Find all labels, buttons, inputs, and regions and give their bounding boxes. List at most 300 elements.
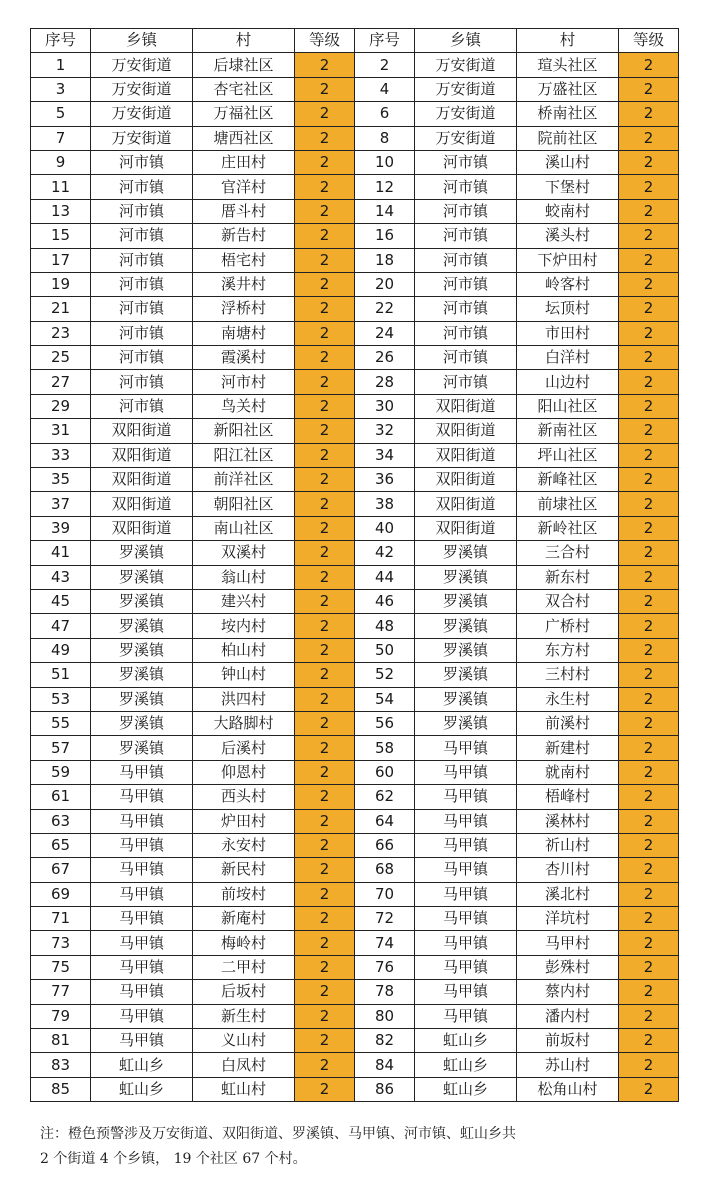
row-index-cell: 73 — [31, 931, 91, 955]
table-row — [31, 663, 679, 687]
row-village-cell: 西头村 — [193, 785, 295, 809]
row-town-cell: 马甲镇 — [415, 907, 517, 931]
row-index-cell: 33 — [31, 443, 91, 467]
table-row — [31, 443, 679, 467]
row-town-cell: 河市镇 — [415, 272, 517, 296]
row-level-cell: 2 — [619, 809, 679, 833]
row-level-cell: 2 — [619, 614, 679, 638]
row-village-cell: 溪山村 — [517, 150, 619, 174]
row-town-cell: 罗溪镇 — [91, 711, 193, 735]
row-index-cell: 45 — [31, 589, 91, 613]
row-level-cell: 2 — [295, 663, 355, 687]
row-index-cell: 78 — [355, 980, 415, 1004]
row-village-cell: 柏山村 — [193, 638, 295, 662]
header-level: 等级 — [619, 29, 679, 53]
row-index-cell: 71 — [31, 907, 91, 931]
row-index-cell: 22 — [355, 297, 415, 321]
row-index-cell: 53 — [31, 687, 91, 711]
row-level-cell: 2 — [619, 1053, 679, 1077]
row-index-cell: 23 — [31, 321, 91, 345]
row-level-cell: 2 — [619, 297, 679, 321]
row-town-cell: 河市镇 — [91, 175, 193, 199]
table-row — [31, 760, 679, 784]
row-level-cell: 2 — [295, 150, 355, 174]
table-row — [31, 711, 679, 735]
table-row — [31, 272, 679, 296]
row-index-cell: 24 — [355, 321, 415, 345]
row-index-cell: 2 — [355, 53, 415, 77]
row-level-cell: 2 — [295, 687, 355, 711]
row-town-cell: 马甲镇 — [415, 785, 517, 809]
row-level-cell: 2 — [295, 858, 355, 882]
row-village-cell: 后埭社区 — [193, 53, 295, 77]
table-body — [31, 53, 679, 1102]
table-row — [31, 565, 679, 589]
row-village-cell: 新建村 — [517, 736, 619, 760]
row-index-cell: 30 — [355, 394, 415, 418]
row-index-cell: 82 — [355, 1029, 415, 1053]
row-town-cell: 马甲镇 — [91, 785, 193, 809]
row-village-cell: 前坂村 — [517, 1029, 619, 1053]
row-town-cell: 罗溪镇 — [415, 565, 517, 589]
row-index-cell: 61 — [31, 785, 91, 809]
row-index-cell: 60 — [355, 760, 415, 784]
row-level-cell: 2 — [619, 224, 679, 248]
row-village-cell: 炉田村 — [193, 809, 295, 833]
row-town-cell: 河市镇 — [415, 370, 517, 394]
row-level-cell: 2 — [619, 443, 679, 467]
row-town-cell: 双阳街道 — [415, 516, 517, 540]
row-level-cell: 2 — [295, 565, 355, 589]
row-village-cell: 苏山村 — [517, 1053, 619, 1077]
row-town-cell: 罗溪镇 — [91, 614, 193, 638]
row-town-cell: 罗溪镇 — [415, 687, 517, 711]
row-level-cell: 2 — [295, 1004, 355, 1028]
row-level-cell: 2 — [619, 321, 679, 345]
row-village-cell: 新阳社区 — [193, 419, 295, 443]
row-town-cell: 罗溪镇 — [91, 638, 193, 662]
row-level-cell: 2 — [619, 77, 679, 101]
row-index-cell: 47 — [31, 614, 91, 638]
table-row — [31, 809, 679, 833]
row-village-cell: 义山村 — [193, 1029, 295, 1053]
row-level-cell: 2 — [619, 931, 679, 955]
table-row — [31, 785, 679, 809]
row-index-cell: 72 — [355, 907, 415, 931]
table-row — [31, 199, 679, 223]
row-town-cell: 河市镇 — [91, 297, 193, 321]
row-town-cell: 双阳街道 — [415, 443, 517, 467]
row-level-cell: 2 — [295, 931, 355, 955]
row-index-cell: 4 — [355, 77, 415, 101]
row-town-cell: 罗溪镇 — [91, 663, 193, 687]
row-index-cell: 37 — [31, 492, 91, 516]
row-village-cell: 溪林村 — [517, 809, 619, 833]
row-level-cell: 2 — [295, 419, 355, 443]
row-level-cell: 2 — [295, 1077, 355, 1101]
row-town-cell: 马甲镇 — [91, 955, 193, 979]
row-village-cell: 溪井村 — [193, 272, 295, 296]
row-village-cell: 溪头村 — [517, 224, 619, 248]
row-town-cell: 虹山乡 — [415, 1077, 517, 1101]
row-index-cell: 66 — [355, 833, 415, 857]
row-town-cell: 虹山乡 — [415, 1029, 517, 1053]
row-village-cell: 彭殊村 — [517, 955, 619, 979]
row-village-cell: 后溪村 — [193, 736, 295, 760]
row-level-cell: 2 — [619, 370, 679, 394]
row-village-cell: 就南村 — [517, 760, 619, 784]
table-row — [31, 175, 679, 199]
row-town-cell: 罗溪镇 — [415, 541, 517, 565]
row-level-cell: 2 — [619, 150, 679, 174]
row-town-cell: 双阳街道 — [415, 468, 517, 492]
row-town-cell: 万安街道 — [415, 102, 517, 126]
row-index-cell: 10 — [355, 150, 415, 174]
row-town-cell: 马甲镇 — [415, 833, 517, 857]
row-index-cell: 54 — [355, 687, 415, 711]
row-level-cell: 2 — [295, 589, 355, 613]
row-level-cell: 2 — [619, 1004, 679, 1028]
row-level-cell: 2 — [619, 468, 679, 492]
row-level-cell: 2 — [619, 736, 679, 760]
row-index-cell: 32 — [355, 419, 415, 443]
row-village-cell: 下炉田村 — [517, 248, 619, 272]
row-town-cell: 罗溪镇 — [415, 663, 517, 687]
row-village-cell: 新峰社区 — [517, 468, 619, 492]
row-index-cell: 77 — [31, 980, 91, 1004]
row-index-cell: 13 — [31, 199, 91, 223]
row-index-cell: 17 — [31, 248, 91, 272]
table-row — [31, 394, 679, 418]
row-level-cell: 2 — [295, 199, 355, 223]
row-village-cell: 厝斗村 — [193, 199, 295, 223]
row-index-cell: 63 — [31, 809, 91, 833]
row-index-cell: 7 — [31, 126, 91, 150]
row-town-cell: 马甲镇 — [91, 858, 193, 882]
row-village-cell: 马甲村 — [517, 931, 619, 955]
table-row — [31, 907, 679, 931]
row-index-cell: 67 — [31, 858, 91, 882]
row-village-cell: 双溪村 — [193, 541, 295, 565]
row-level-cell: 2 — [619, 1029, 679, 1053]
header-level: 等级 — [295, 29, 355, 53]
table-row — [31, 687, 679, 711]
row-village-cell: 蛟南村 — [517, 199, 619, 223]
row-level-cell: 2 — [295, 541, 355, 565]
row-village-cell: 前洋社区 — [193, 468, 295, 492]
table-row — [31, 126, 679, 150]
row-level-cell: 2 — [619, 102, 679, 126]
row-village-cell: 永生村 — [517, 687, 619, 711]
table-row — [31, 931, 679, 955]
row-village-cell: 永安村 — [193, 833, 295, 857]
table-row — [31, 297, 679, 321]
row-level-cell: 2 — [619, 638, 679, 662]
row-village-cell: 瑄头社区 — [517, 53, 619, 77]
row-village-cell: 万福社区 — [193, 102, 295, 126]
row-index-cell: 16 — [355, 224, 415, 248]
row-village-cell: 坛顶村 — [517, 297, 619, 321]
row-town-cell: 罗溪镇 — [91, 565, 193, 589]
table-row — [31, 248, 679, 272]
row-village-cell: 梅岭村 — [193, 931, 295, 955]
row-index-cell: 26 — [355, 346, 415, 370]
row-town-cell: 罗溪镇 — [91, 541, 193, 565]
row-town-cell: 罗溪镇 — [91, 736, 193, 760]
row-level-cell: 2 — [619, 980, 679, 1004]
row-level-cell: 2 — [295, 272, 355, 296]
row-village-cell: 山边村 — [517, 370, 619, 394]
row-index-cell: 5 — [31, 102, 91, 126]
row-index-cell: 43 — [31, 565, 91, 589]
row-village-cell: 前溪村 — [517, 711, 619, 735]
table-row — [31, 53, 679, 77]
row-village-cell: 钟山村 — [193, 663, 295, 687]
row-level-cell: 2 — [619, 248, 679, 272]
row-index-cell: 76 — [355, 955, 415, 979]
row-index-cell: 12 — [355, 175, 415, 199]
row-village-cell: 官洋村 — [193, 175, 295, 199]
row-index-cell: 57 — [31, 736, 91, 760]
row-level-cell: 2 — [295, 1053, 355, 1077]
row-level-cell: 2 — [619, 53, 679, 77]
header-town: 乡镇 — [415, 29, 517, 53]
row-index-cell: 83 — [31, 1053, 91, 1077]
row-index-cell: 62 — [355, 785, 415, 809]
row-index-cell: 36 — [355, 468, 415, 492]
row-index-cell: 20 — [355, 272, 415, 296]
row-town-cell: 双阳街道 — [91, 468, 193, 492]
row-town-cell: 河市镇 — [91, 370, 193, 394]
row-village-cell: 岭客村 — [517, 272, 619, 296]
row-index-cell: 25 — [31, 346, 91, 370]
row-village-cell: 杏宅社区 — [193, 77, 295, 101]
footnote-line: 2 个街道 4 个乡镇， 19 个社区 67 个村。 — [40, 1151, 307, 1167]
row-village-cell: 白洋村 — [517, 346, 619, 370]
table-row — [31, 736, 679, 760]
row-level-cell: 2 — [619, 346, 679, 370]
row-village-cell: 新庵村 — [193, 907, 295, 931]
row-town-cell: 罗溪镇 — [415, 711, 517, 735]
row-level-cell: 2 — [295, 321, 355, 345]
warning-village-table — [30, 28, 679, 1102]
row-town-cell: 马甲镇 — [91, 882, 193, 906]
row-index-cell: 68 — [355, 858, 415, 882]
row-village-cell: 三合村 — [517, 541, 619, 565]
row-index-cell: 80 — [355, 1004, 415, 1028]
row-index-cell: 38 — [355, 492, 415, 516]
row-town-cell: 罗溪镇 — [91, 589, 193, 613]
table-row — [31, 346, 679, 370]
row-index-cell: 51 — [31, 663, 91, 687]
row-town-cell: 万安街道 — [415, 53, 517, 77]
row-village-cell: 二甲村 — [193, 955, 295, 979]
row-level-cell: 2 — [295, 907, 355, 931]
row-level-cell: 2 — [619, 760, 679, 784]
row-village-cell: 松角山村 — [517, 1077, 619, 1101]
row-index-cell: 11 — [31, 175, 91, 199]
row-village-cell: 杏川村 — [517, 858, 619, 882]
row-index-cell: 6 — [355, 102, 415, 126]
row-town-cell: 罗溪镇 — [91, 687, 193, 711]
row-town-cell: 虹山乡 — [91, 1053, 193, 1077]
row-level-cell: 2 — [295, 297, 355, 321]
row-level-cell: 2 — [619, 565, 679, 589]
row-town-cell: 河市镇 — [91, 248, 193, 272]
row-index-cell: 84 — [355, 1053, 415, 1077]
row-town-cell: 河市镇 — [415, 175, 517, 199]
row-level-cell: 2 — [295, 736, 355, 760]
row-index-cell: 65 — [31, 833, 91, 857]
row-town-cell: 马甲镇 — [91, 809, 193, 833]
row-town-cell: 河市镇 — [91, 394, 193, 418]
row-town-cell: 河市镇 — [415, 321, 517, 345]
row-town-cell: 双阳街道 — [91, 419, 193, 443]
table-header-row — [31, 29, 679, 53]
row-level-cell: 2 — [619, 516, 679, 540]
row-index-cell: 52 — [355, 663, 415, 687]
table-row — [31, 321, 679, 345]
row-level-cell: 2 — [619, 955, 679, 979]
row-town-cell: 罗溪镇 — [415, 614, 517, 638]
header-village: 村 — [193, 29, 295, 53]
row-index-cell: 15 — [31, 224, 91, 248]
row-level-cell: 2 — [619, 663, 679, 687]
row-town-cell: 双阳街道 — [91, 492, 193, 516]
row-level-cell: 2 — [295, 248, 355, 272]
row-level-cell: 2 — [295, 638, 355, 662]
row-village-cell: 南山社区 — [193, 516, 295, 540]
row-village-cell: 阳山社区 — [517, 394, 619, 418]
row-village-cell: 仰恩村 — [193, 760, 295, 784]
row-town-cell: 马甲镇 — [415, 858, 517, 882]
row-level-cell: 2 — [619, 541, 679, 565]
row-level-cell: 2 — [295, 785, 355, 809]
row-level-cell: 2 — [295, 468, 355, 492]
row-village-cell: 新南社区 — [517, 419, 619, 443]
row-town-cell: 河市镇 — [415, 346, 517, 370]
row-village-cell: 虹山村 — [193, 1077, 295, 1101]
row-village-cell: 新东村 — [517, 565, 619, 589]
row-village-cell: 万盛社区 — [517, 77, 619, 101]
header-index: 序号 — [355, 29, 415, 53]
row-index-cell: 8 — [355, 126, 415, 150]
table-row — [31, 833, 679, 857]
row-index-cell: 21 — [31, 297, 91, 321]
row-town-cell: 马甲镇 — [91, 1029, 193, 1053]
row-town-cell: 马甲镇 — [91, 760, 193, 784]
row-index-cell: 42 — [355, 541, 415, 565]
table-row — [31, 77, 679, 101]
row-level-cell: 2 — [295, 175, 355, 199]
row-town-cell: 马甲镇 — [415, 955, 517, 979]
row-village-cell: 市田村 — [517, 321, 619, 345]
row-index-cell: 48 — [355, 614, 415, 638]
table-row — [31, 419, 679, 443]
table-row — [31, 492, 679, 516]
row-town-cell: 万安街道 — [91, 77, 193, 101]
row-index-cell: 64 — [355, 809, 415, 833]
table-row — [31, 858, 679, 882]
row-town-cell: 河市镇 — [415, 150, 517, 174]
row-village-cell: 祈山村 — [517, 833, 619, 857]
row-index-cell: 27 — [31, 370, 91, 394]
row-level-cell: 2 — [619, 882, 679, 906]
row-village-cell: 洪四村 — [193, 687, 295, 711]
row-town-cell: 马甲镇 — [415, 1004, 517, 1028]
row-village-cell: 梧宅村 — [193, 248, 295, 272]
row-level-cell: 2 — [619, 1077, 679, 1101]
row-village-cell: 翁山村 — [193, 565, 295, 589]
row-level-cell: 2 — [295, 833, 355, 857]
row-town-cell: 马甲镇 — [91, 1004, 193, 1028]
row-village-cell: 蔡内村 — [517, 980, 619, 1004]
row-index-cell: 40 — [355, 516, 415, 540]
row-village-cell: 新民村 — [193, 858, 295, 882]
row-level-cell: 2 — [619, 687, 679, 711]
row-index-cell: 9 — [31, 150, 91, 174]
row-town-cell: 马甲镇 — [91, 980, 193, 1004]
row-town-cell: 河市镇 — [91, 346, 193, 370]
row-index-cell: 55 — [31, 711, 91, 735]
row-level-cell: 2 — [619, 711, 679, 735]
row-index-cell: 75 — [31, 955, 91, 979]
row-level-cell: 2 — [295, 516, 355, 540]
row-town-cell: 双阳街道 — [91, 516, 193, 540]
table-row — [31, 980, 679, 1004]
table-row — [31, 589, 679, 613]
row-level-cell: 2 — [295, 346, 355, 370]
row-index-cell: 29 — [31, 394, 91, 418]
table-row — [31, 1029, 679, 1053]
row-level-cell: 2 — [295, 443, 355, 467]
row-town-cell: 双阳街道 — [415, 394, 517, 418]
row-town-cell: 虹山乡 — [91, 1077, 193, 1101]
header-village: 村 — [517, 29, 619, 53]
row-village-cell: 坪山社区 — [517, 443, 619, 467]
row-village-cell: 新岭社区 — [517, 516, 619, 540]
table-row — [31, 1053, 679, 1077]
row-village-cell: 梧峰村 — [517, 785, 619, 809]
row-level-cell: 2 — [295, 102, 355, 126]
row-village-cell: 新告村 — [193, 224, 295, 248]
row-village-cell: 桥南社区 — [517, 102, 619, 126]
row-index-cell: 44 — [355, 565, 415, 589]
table-row — [31, 370, 679, 394]
row-town-cell: 虹山乡 — [415, 1053, 517, 1077]
row-index-cell: 1 — [31, 53, 91, 77]
row-level-cell: 2 — [619, 272, 679, 296]
header-index: 序号 — [31, 29, 91, 53]
table-row — [31, 1004, 679, 1028]
row-village-cell: 前埭社区 — [517, 492, 619, 516]
row-level-cell: 2 — [619, 175, 679, 199]
row-village-cell: 朝阳社区 — [193, 492, 295, 516]
row-town-cell: 万安街道 — [91, 53, 193, 77]
table-row — [31, 516, 679, 540]
row-village-cell: 广桥村 — [517, 614, 619, 638]
row-level-cell: 2 — [619, 907, 679, 931]
row-town-cell: 罗溪镇 — [415, 589, 517, 613]
row-index-cell: 18 — [355, 248, 415, 272]
row-level-cell: 2 — [619, 833, 679, 857]
table-row — [31, 224, 679, 248]
row-index-cell: 56 — [355, 711, 415, 735]
row-index-cell: 28 — [355, 370, 415, 394]
row-village-cell: 新生村 — [193, 1004, 295, 1028]
row-index-cell: 85 — [31, 1077, 91, 1101]
row-town-cell: 罗溪镇 — [415, 638, 517, 662]
